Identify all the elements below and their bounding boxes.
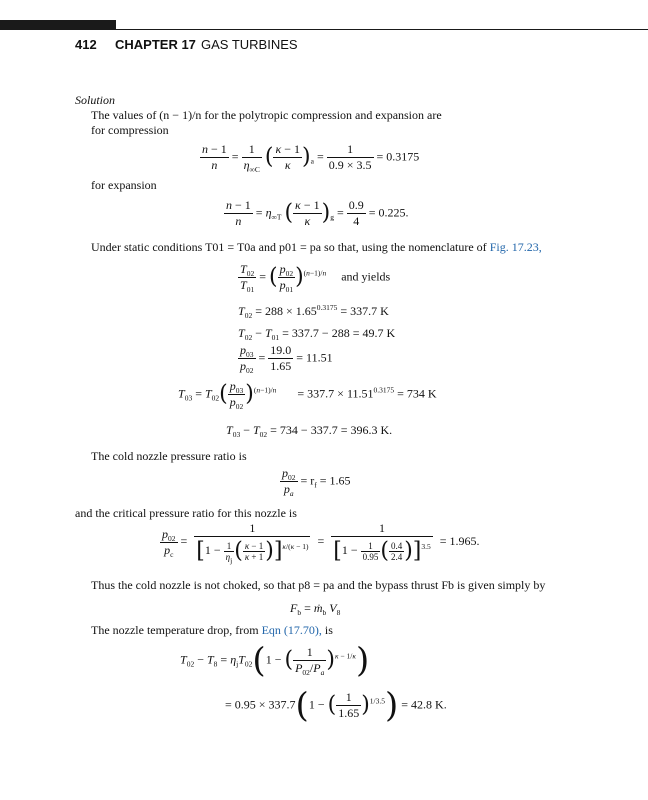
static-conditions-text: Under static conditions T01 = T0a and p01 = pa so that, using the nomenclature of Fig. 17.23, — [91, 240, 542, 254]
temp-drop-text: The nozzle temperature drop, from Eqn (17.70), is — [91, 623, 333, 637]
page-number: 412 — [75, 37, 97, 52]
cold-nozzle-text: The cold nozzle pressure ratio is — [91, 449, 247, 463]
p03-ratio-equation: $\frac{p_{03}}{p_{02}}$ = $\frac{19.0}{1.65}$ = 11.51 — [240, 343, 333, 375]
chapter-label: CHAPTER 17 — [115, 37, 196, 52]
expansion-denominator: 4 — [353, 214, 360, 228]
header-bar — [0, 20, 116, 30]
compression-equation: $\frac{n - 1}{n}$ = $\frac{1}{\eta_{\infty C}}$ ( $\frac{\kappa - 1}{\kappa}$ )$_a$ = $\frac{1}{0.9 \times 3.5}$ = 0.3175 — [202, 142, 420, 174]
chapter-title: GAS TURBINES — [201, 37, 298, 52]
solution-heading: Solution — [75, 93, 116, 107]
eqn-ref-link[interactable]: Eqn (17.70), — [261, 623, 322, 637]
t03-equation: $T_{03} = T_{02}$( $\frac{p_{03}}{p_{02}}$ )$^{(n-1)/n}$ = $337.7 \times 11.51^{0.3175} = 734$ K — [178, 379, 437, 411]
compression-denominator: 0.9 × 3.5 — [328, 158, 372, 172]
t02-equation: $T_{02} = 288 \times 1.65^{0.3175} = 337.7$ K — [238, 303, 389, 320]
critical-result: = 1.965. — [439, 533, 480, 548]
for-expansion: for expansion — [91, 178, 157, 192]
expansion-result: = 0.225. — [368, 205, 409, 220]
cold-ratio-equation: $\frac{p_{02}}{p_a}$ = $r_f = 1.65$ — [282, 466, 351, 498]
critical-ratio-text: and the critical pressure ratio for this nozzle is — [75, 506, 297, 520]
t02-minus-t01-equation: $T_{02} - T_{01} = 337.7 - 288 = 49.7$ K — [238, 326, 396, 342]
intro-line-2: for compression — [91, 123, 169, 137]
critical-ratio-equation: $\frac{p_{02}}{p_c}$ = 1 [1 − $\frac{1}{\eta_j}$ ( $\frac{\kappa - 1}{\kappa + 1}$ )]$^{\kappa/(\kappa - 1)}$ = 1 [1 − $\frac{1}{0.95}$ ( $\frac{0.4}{2.4}$ )]$^{3.5}$ = 1.965. — [162, 521, 480, 565]
and-yields: and yields — [341, 269, 391, 284]
intro-line-1: The values of (n − 1)/n for the polytropic compression and expansion are — [91, 108, 442, 122]
not-choked-text: Thus the cold nozzle is not choked, so that p8 = pa and the bypass thrust Fb is given simply by — [91, 578, 546, 592]
fig-ref-link[interactable]: Fig. 17.23, — [489, 240, 542, 254]
header-rule — [116, 29, 648, 30]
bypass-thrust-equation: $F_b$ = ṁ$_b$ $V_8$ — [290, 601, 341, 617]
expansion-numerator: 0.9 — [348, 198, 364, 212]
expansion-equation: $\frac{n - 1}{n}$ = $\eta_{\infty T}$ ( $\frac{\kappa - 1}{\kappa}$ )$_g$ = $\frac{0.9}{4}$ = 0.225. — [226, 198, 409, 228]
temperature-ratio-equation: $\frac{T_{02}}{T_{01}}$ = ( $\frac{p_{02}}{p_{01}}$ )$^{(n-1)/n}$ and yields — [240, 262, 391, 294]
nozzle-temp-drop-equation: $T_{02} - T_8 = \eta_jT_{02}(1$ − ( $\frac{1}{P_{02}/P_a}$ )$^{\kappa - 1/\kappa}$) — [180, 640, 370, 681]
t03-minus-t02-equation: $T_{03} - T_{02} = 734 - 337.7 = 396.3$ K. — [226, 423, 393, 439]
compression-result: = 0.3175 — [376, 149, 420, 164]
final-result-equation: = 0.95 × 337.7(1 − ( $\frac{1}{1.65}$ )$^{1/3.5}$) = 42.8 K. — [225, 685, 447, 726]
